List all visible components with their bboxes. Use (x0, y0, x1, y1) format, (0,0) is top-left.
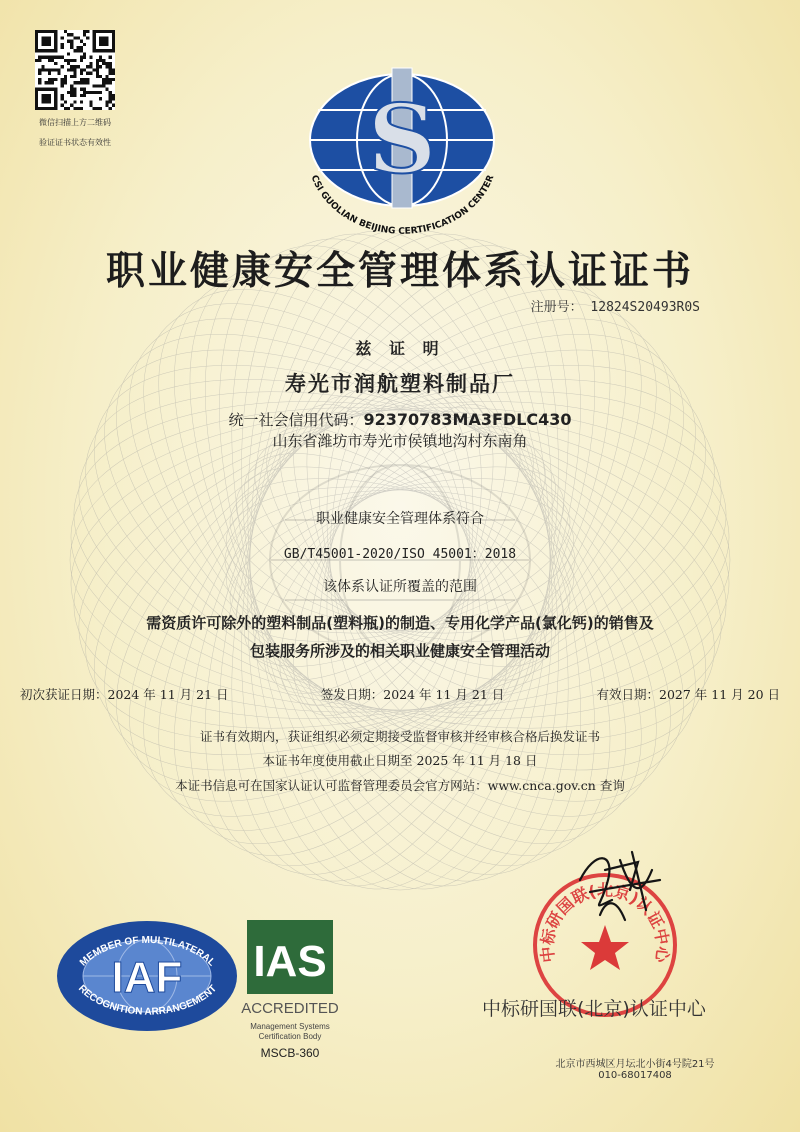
qr-code[interactable] (35, 30, 115, 110)
credit-code-value: 92370783MA3FDLC430 (363, 410, 572, 429)
registration-number (531, 296, 700, 315)
usage-deadline-note: 本证书年度使用截止日期至 2025 年 11 月 18 日 (262, 753, 538, 768)
qr-note-line1: 微信扫描上方二维码 (39, 118, 111, 127)
initial-date: 初次获证日期：2024 年 11 月 21 日 (20, 687, 229, 702)
ias-letters: IAS (253, 937, 327, 986)
ias-logo (241, 920, 339, 1020)
ias-code: MSCB-360 (260, 1046, 320, 1060)
ias-line1: Management Systems (250, 1022, 330, 1031)
iaf-ring-bottom: RECOGNITION ARRANGEMENT (76, 983, 219, 1018)
ias-accredited: ACCREDITED (241, 1000, 339, 1017)
conform-text: 职业健康安全管理体系符合 (316, 511, 484, 527)
iaf-ring-top: MEMBER OF MULTILATERAL (77, 934, 218, 969)
scope-line1: 需资质许可除外的塑料制品(塑料瓶)的制造、专用化学产品(氯化钙)的销售及 (146, 614, 654, 632)
seal-star (581, 925, 629, 970)
qr-note-line2: 验证证书状态有效性 (39, 138, 111, 147)
certification-center-logo (300, 62, 505, 237)
company-address: 山东省潍坊市寿光市侯镇地沟村东南角 (272, 432, 528, 450)
company-name: 寿光市润航塑料制品厂 (285, 372, 515, 396)
ias-line2: Certification Body (258, 1032, 322, 1041)
validity-note: 证书有效期内，获证组织必须定期接受监督审核并经审核合格后换发证书 (199, 729, 600, 744)
issuer-name: 中标研国联(北京)认证中心 (482, 998, 706, 1020)
certificate-title: 职业健康安全管理体系认证证书 (105, 249, 694, 294)
issue-date: 签发日期：2024 年 11 月 21 日 (320, 687, 505, 702)
seal-ring-text: 中标研国联(北京)认证中心 (537, 880, 673, 964)
logo-arc-text: CSI GUOLIAN BEIJING CERTIFICATION CENTER (308, 173, 497, 237)
scope-line2: 包装服务所涉及的相关职业健康安全管理活动 (249, 642, 550, 660)
standard-text: GB/T45001-2020/ISO 45001：2018 (283, 547, 517, 562)
credit-code-line (0, 409, 800, 430)
scope-text (0, 609, 800, 665)
handwritten-signature (560, 840, 670, 930)
iaf-letters: IAF (111, 953, 183, 1002)
issuer-address: 北京市西城区月坛北小街4号院21号 (555, 1059, 715, 1070)
dates-row (20, 685, 780, 703)
registration-label: 注册号： (530, 300, 583, 315)
iaf-logo (55, 918, 240, 1033)
website-note: 本证书信息可在国家认证认可监督管理委员会官方网站：www.cnca.gov.cn 查询 (175, 778, 625, 793)
logo-letter: S (367, 84, 437, 195)
registration-value: 12824S20493R0S (590, 300, 700, 315)
issuer-phone: 010-68017408 (598, 1070, 672, 1081)
scope-label: 该体系认证所覆盖的范围 (323, 579, 477, 595)
credit-code-label: 统一社会信用代码： (228, 411, 364, 429)
hereby-certify: 兹 证 明 (355, 339, 445, 358)
expiry-date: 有效日期：2027 年 11 月 20 日 (596, 687, 780, 702)
